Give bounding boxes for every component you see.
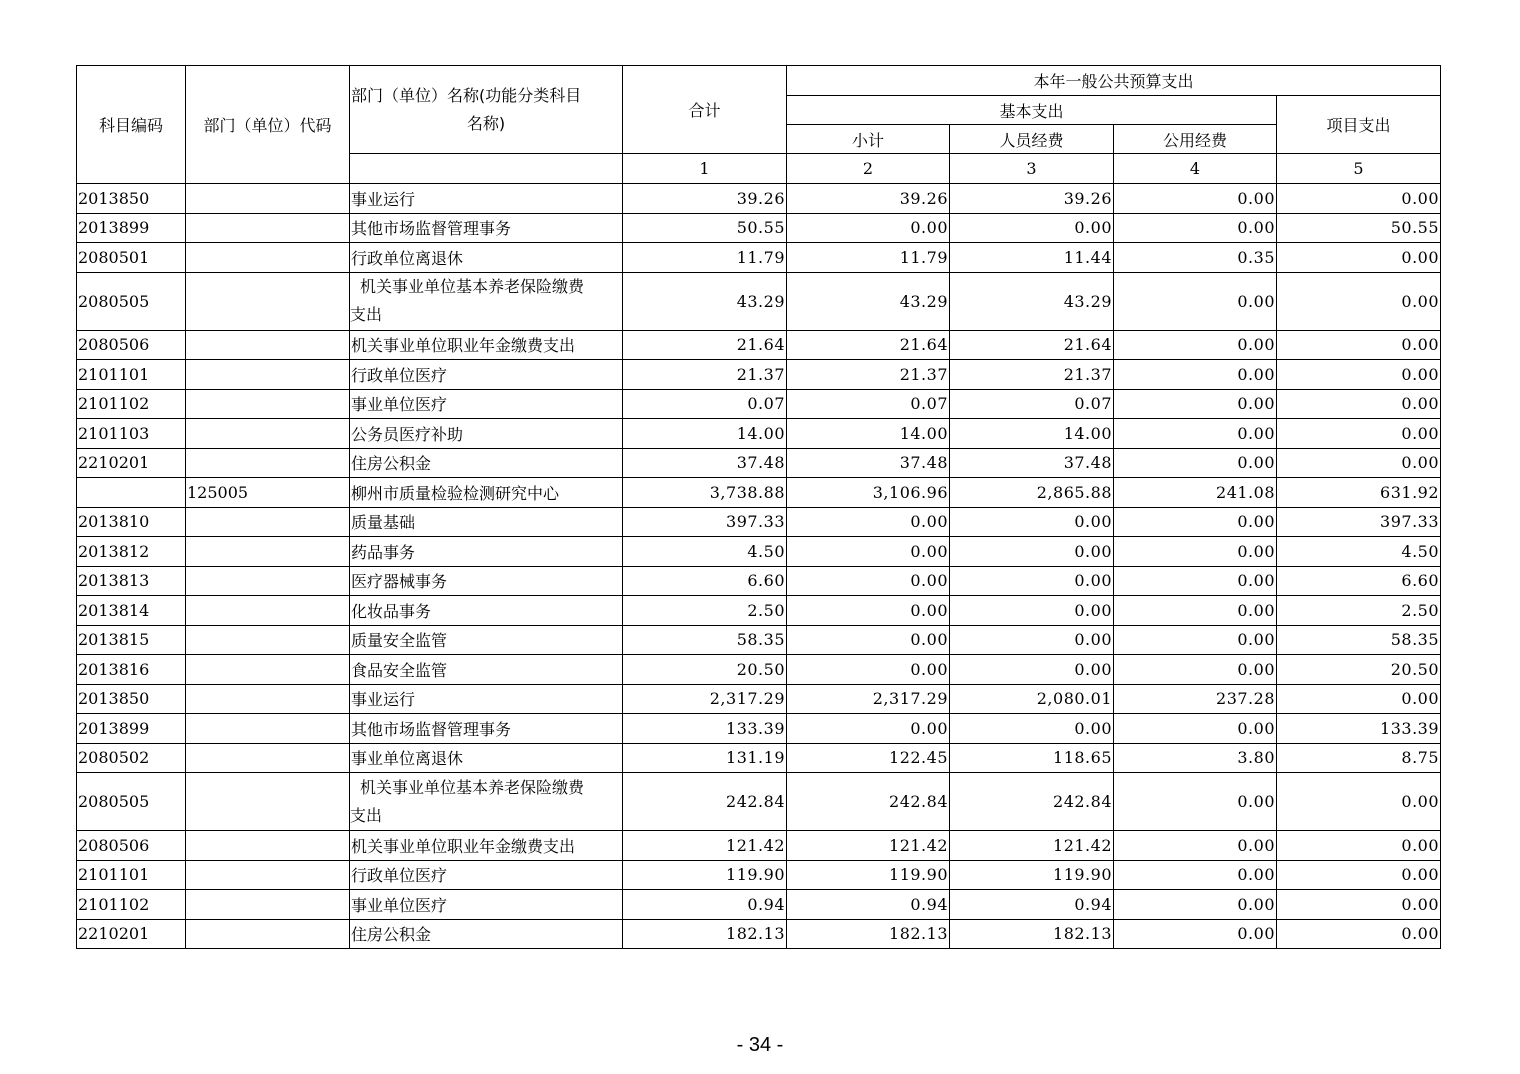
- subject-name-cell: 事业单位医疗: [350, 389, 623, 419]
- personnel-cost-cell: 0.00: [950, 537, 1114, 567]
- header-project: 项目支出: [1277, 96, 1441, 154]
- public-cost-cell: 0.00: [1114, 360, 1277, 390]
- personnel-cost-cell: 121.42: [950, 831, 1114, 861]
- header-public: 公用经费: [1114, 125, 1277, 154]
- public-cost-cell: 0.00: [1114, 566, 1277, 596]
- subject-name-cell: 行政单位医疗: [350, 860, 623, 890]
- project-expense-cell: 397.33: [1277, 507, 1441, 537]
- table-row: [77, 714, 1441, 744]
- table-row: [77, 860, 1441, 890]
- table-row: [77, 272, 1441, 330]
- project-expense-cell: 0.00: [1277, 684, 1441, 714]
- subject-name-line1: 机关事业单位基本养老保险缴费: [360, 277, 585, 296]
- basic-subtotal-cell: 0.00: [787, 507, 950, 537]
- basic-subtotal-cell: 0.00: [787, 655, 950, 685]
- subject-name-cell: 机关事业单位职业年金缴费支出: [350, 330, 623, 360]
- table-row: [77, 419, 1441, 449]
- personnel-cost-cell: 0.00: [950, 625, 1114, 655]
- table-row: [77, 389, 1441, 419]
- subject-name-cell: 其他市场监督管理事务: [350, 714, 623, 744]
- project-expense-cell: 6.60: [1277, 566, 1441, 596]
- public-cost-cell: 0.35: [1114, 243, 1277, 273]
- subject-name-cell: 事业运行: [350, 684, 623, 714]
- basic-subtotal-cell: 2,317.29: [787, 684, 950, 714]
- personnel-cost-cell: 0.00: [950, 566, 1114, 596]
- subject-name-cell: 事业单位医疗: [350, 890, 623, 920]
- project-expense-cell: 0.00: [1277, 330, 1441, 360]
- subject-code-cell: 2013850: [77, 184, 186, 214]
- header-basic: 基本支出: [787, 96, 1277, 125]
- subject-code-cell: 2013810: [77, 507, 186, 537]
- dept-code-cell: [186, 655, 350, 685]
- subject-name-cell: 质量安全监管: [350, 625, 623, 655]
- subject-code-cell: [77, 478, 186, 508]
- dept-code-cell: [186, 213, 350, 243]
- public-cost-cell: 0.00: [1114, 831, 1277, 861]
- subject-name-cell: 质量基础: [350, 507, 623, 537]
- basic-subtotal-cell: 3,106.96: [787, 478, 950, 508]
- total-amount-cell: 39.26: [623, 184, 787, 214]
- total-amount-cell: 0.07: [623, 389, 787, 419]
- personnel-cost-cell: 242.84: [950, 773, 1114, 831]
- basic-subtotal-cell: 121.42: [787, 831, 950, 861]
- public-cost-cell: 0.00: [1114, 773, 1277, 831]
- header-personnel: 人员经费: [950, 125, 1114, 154]
- personnel-cost-cell: 0.00: [950, 655, 1114, 685]
- total-amount-cell: 14.00: [623, 419, 787, 449]
- project-expense-cell: 0.00: [1277, 919, 1441, 949]
- basic-subtotal-cell: 14.00: [787, 419, 950, 449]
- dept-code-cell: [186, 272, 350, 330]
- table-row: [77, 773, 1441, 831]
- subject-name-cell: [350, 773, 623, 831]
- personnel-cost-cell: 0.00: [950, 714, 1114, 744]
- total-amount-cell: 11.79: [623, 243, 787, 273]
- basic-subtotal-cell: 0.00: [787, 596, 950, 626]
- col-num-4: 4: [1114, 154, 1277, 184]
- dept-code-cell: [186, 419, 350, 449]
- public-cost-cell: 0.00: [1114, 389, 1277, 419]
- personnel-cost-cell: 118.65: [950, 743, 1114, 773]
- header-code: 科目编码: [77, 66, 186, 184]
- basic-subtotal-cell: 0.00: [787, 714, 950, 744]
- dept-code-cell: [186, 507, 350, 537]
- total-amount-cell: 20.50: [623, 655, 787, 685]
- project-expense-cell: 0.00: [1277, 272, 1441, 330]
- subject-name-line2: 支出: [350, 305, 383, 324]
- total-amount-cell: 242.84: [623, 773, 787, 831]
- subject-code-cell: 2101103: [77, 419, 186, 449]
- basic-subtotal-cell: 242.84: [787, 773, 950, 831]
- subject-code-cell: 2013816: [77, 655, 186, 685]
- basic-subtotal-cell: 0.00: [787, 625, 950, 655]
- public-cost-cell: 0.00: [1114, 596, 1277, 626]
- subject-name-line2: 支出: [350, 805, 383, 825]
- dept-code-cell: [186, 860, 350, 890]
- subject-code-cell: 2013850: [77, 684, 186, 714]
- public-cost-cell: 0.00: [1114, 537, 1277, 567]
- subject-code-cell: 2013899: [77, 714, 186, 744]
- table-row: [77, 890, 1441, 920]
- personnel-cost-cell: 119.90: [950, 860, 1114, 890]
- total-amount-cell: 2.50: [623, 596, 787, 626]
- subject-code-cell: 2080502: [77, 743, 186, 773]
- subject-name-cell: 药品事务: [350, 537, 623, 567]
- personnel-cost-cell: 21.37: [950, 360, 1114, 390]
- table-row: [77, 360, 1441, 390]
- project-expense-cell: 631.92: [1277, 478, 1441, 508]
- basic-subtotal-cell: 122.45: [787, 743, 950, 773]
- total-amount-cell: 119.90: [623, 860, 787, 890]
- public-cost-cell: 0.00: [1114, 655, 1277, 685]
- subject-code-cell: 2013813: [77, 566, 186, 596]
- dept-code-cell: 125005: [186, 478, 350, 508]
- subject-code-cell: 2101102: [77, 389, 186, 419]
- total-amount-cell: 43.29: [623, 272, 787, 330]
- public-cost-cell: 0.00: [1114, 448, 1277, 478]
- header-name-line2: 名称): [466, 113, 506, 133]
- table-row: [77, 919, 1441, 949]
- project-expense-cell: 0.00: [1277, 419, 1441, 449]
- basic-subtotal-cell: 0.00: [787, 537, 950, 567]
- header-name: [350, 66, 623, 154]
- subject-name-cell: 住房公积金: [350, 448, 623, 478]
- project-expense-cell: 50.55: [1277, 213, 1441, 243]
- total-amount-cell: 131.19: [623, 743, 787, 773]
- public-cost-cell: 0.00: [1114, 272, 1277, 330]
- basic-subtotal-cell: 21.37: [787, 360, 950, 390]
- public-cost-cell: 0.00: [1114, 860, 1277, 890]
- public-cost-cell: 0.00: [1114, 919, 1277, 949]
- public-cost-cell: 0.00: [1114, 625, 1277, 655]
- public-cost-cell: 0.00: [1114, 890, 1277, 920]
- personnel-cost-cell: 11.44: [950, 243, 1114, 273]
- personnel-cost-cell: 0.00: [950, 213, 1114, 243]
- subject-name-cell: 公务员医疗补助: [350, 419, 623, 449]
- total-amount-cell: 21.37: [623, 360, 787, 390]
- table-row: [77, 448, 1441, 478]
- project-expense-cell: 58.35: [1277, 625, 1441, 655]
- basic-subtotal-cell: 0.94: [787, 890, 950, 920]
- table-row: [77, 596, 1441, 626]
- table-row: [77, 507, 1441, 537]
- subject-code-cell: 2101101: [77, 360, 186, 390]
- subject-name-cell: 机关事业单位职业年金缴费支出: [350, 831, 623, 861]
- subject-name-cell: 化妆品事务: [350, 596, 623, 626]
- basic-subtotal-cell: 39.26: [787, 184, 950, 214]
- col-num-5: 5: [1277, 154, 1441, 184]
- personnel-cost-cell: 2,865.88: [950, 478, 1114, 508]
- dept-code-cell: [186, 743, 350, 773]
- basic-subtotal-cell: 37.48: [787, 448, 950, 478]
- total-amount-cell: 2,317.29: [623, 684, 787, 714]
- table-row: [77, 184, 1441, 214]
- subject-name-cell: 医疗器械事务: [350, 566, 623, 596]
- subject-code-cell: 2080505: [77, 773, 186, 831]
- subject-name-cell: 行政单位医疗: [350, 360, 623, 390]
- dept-code-cell: [186, 596, 350, 626]
- dept-code-cell: [186, 389, 350, 419]
- subject-code-cell: 2080506: [77, 831, 186, 861]
- basic-subtotal-cell: 0.00: [787, 566, 950, 596]
- basic-subtotal-cell: 11.79: [787, 243, 950, 273]
- project-expense-cell: 133.39: [1277, 714, 1441, 744]
- subject-name-cell: 柳州市质量检验检测研究中心: [350, 478, 623, 508]
- total-amount-cell: 6.60: [623, 566, 787, 596]
- subject-name-cell: 其他市场监督管理事务: [350, 213, 623, 243]
- table-header: [77, 66, 1441, 184]
- public-cost-cell: 0.00: [1114, 213, 1277, 243]
- public-cost-cell: 0.00: [1114, 184, 1277, 214]
- header-group: 本年一般公共预算支出: [787, 66, 1441, 96]
- personnel-cost-cell: 43.29: [950, 272, 1114, 330]
- project-expense-cell: 0.00: [1277, 860, 1441, 890]
- project-expense-cell: 0.00: [1277, 389, 1441, 419]
- dept-code-cell: [186, 625, 350, 655]
- total-amount-cell: 4.50: [623, 537, 787, 567]
- total-amount-cell: 50.55: [623, 213, 787, 243]
- project-expense-cell: 0.00: [1277, 184, 1441, 214]
- project-expense-cell: 0.00: [1277, 773, 1441, 831]
- dept-code-cell: [186, 184, 350, 214]
- subject-code-cell: 2101102: [77, 890, 186, 920]
- basic-subtotal-cell: 43.29: [787, 272, 950, 330]
- subject-name-cell: [350, 272, 623, 330]
- col-num-2: 2: [787, 154, 950, 184]
- project-expense-cell: 0.00: [1277, 360, 1441, 390]
- subject-name-line1: 机关事业单位基本养老保险缴费: [360, 777, 585, 797]
- subject-name-cell: 事业单位离退休: [350, 743, 623, 773]
- subject-code-cell: 2210201: [77, 919, 186, 949]
- personnel-cost-cell: 0.00: [950, 596, 1114, 626]
- table-row: [77, 743, 1441, 773]
- budget-table: [76, 65, 1441, 949]
- table-body: [77, 184, 1441, 949]
- public-cost-cell: 0.00: [1114, 330, 1277, 360]
- project-expense-cell: 2.50: [1277, 596, 1441, 626]
- subject-code-cell: 2080501: [77, 243, 186, 273]
- col-num-3: 3: [950, 154, 1114, 184]
- header-subtotal: 小计: [787, 125, 950, 154]
- table-row: [77, 655, 1441, 685]
- table-row: [77, 330, 1441, 360]
- total-amount-cell: 21.64: [623, 330, 787, 360]
- personnel-cost-cell: 37.48: [950, 448, 1114, 478]
- subject-code-cell: 2210201: [77, 448, 186, 478]
- project-expense-cell: 0.00: [1277, 448, 1441, 478]
- dept-code-cell: [186, 360, 350, 390]
- subject-name-cell: 行政单位离退休: [350, 243, 623, 273]
- subject-code-cell: 2013899: [77, 213, 186, 243]
- dept-code-cell: [186, 773, 350, 831]
- project-expense-cell: 0.00: [1277, 831, 1441, 861]
- personnel-cost-cell: 21.64: [950, 330, 1114, 360]
- table-row: [77, 566, 1441, 596]
- table-row: [77, 213, 1441, 243]
- project-expense-cell: 20.50: [1277, 655, 1441, 685]
- page-number: - 34 -: [736, 1034, 784, 1056]
- personnel-cost-cell: 2,080.01: [950, 684, 1114, 714]
- basic-subtotal-cell: 119.90: [787, 860, 950, 890]
- total-amount-cell: 133.39: [623, 714, 787, 744]
- total-amount-cell: 0.94: [623, 890, 787, 920]
- col-num-1: 1: [623, 154, 787, 184]
- header-blank: [350, 154, 623, 184]
- public-cost-cell: 3.80: [1114, 743, 1277, 773]
- dept-code-cell: [186, 448, 350, 478]
- personnel-cost-cell: 0.07: [950, 389, 1114, 419]
- dept-code-cell: [186, 831, 350, 861]
- personnel-cost-cell: 182.13: [950, 919, 1114, 949]
- project-expense-cell: 0.00: [1277, 243, 1441, 273]
- table-row: [77, 478, 1441, 508]
- subject-code-cell: 2101101: [77, 860, 186, 890]
- personnel-cost-cell: 39.26: [950, 184, 1114, 214]
- public-cost-cell: 241.08: [1114, 478, 1277, 508]
- dept-code-cell: [186, 243, 350, 273]
- subject-code-cell: 2013814: [77, 596, 186, 626]
- dept-code-cell: [186, 684, 350, 714]
- basic-subtotal-cell: 182.13: [787, 919, 950, 949]
- table-row: [77, 625, 1441, 655]
- dept-code-cell: [186, 919, 350, 949]
- project-expense-cell: 8.75: [1277, 743, 1441, 773]
- basic-subtotal-cell: 0.07: [787, 389, 950, 419]
- header-total: 合计: [623, 66, 787, 154]
- basic-subtotal-cell: 21.64: [787, 330, 950, 360]
- public-cost-cell: 237.28: [1114, 684, 1277, 714]
- subject-code-cell: 2080505: [77, 272, 186, 330]
- subject-name-cell: 住房公积金: [350, 919, 623, 949]
- header-dept-code: 部门（单位）代码: [186, 66, 350, 184]
- public-cost-cell: 0.00: [1114, 419, 1277, 449]
- personnel-cost-cell: 0.94: [950, 890, 1114, 920]
- personnel-cost-cell: 14.00: [950, 419, 1114, 449]
- dept-code-cell: [186, 566, 350, 596]
- total-amount-cell: 3,738.88: [623, 478, 787, 508]
- subject-code-cell: 2080506: [77, 330, 186, 360]
- public-cost-cell: 0.00: [1114, 714, 1277, 744]
- subject-code-cell: 2013815: [77, 625, 186, 655]
- total-amount-cell: 121.42: [623, 831, 787, 861]
- total-amount-cell: 182.13: [623, 919, 787, 949]
- public-cost-cell: 0.00: [1114, 507, 1277, 537]
- dept-code-cell: [186, 537, 350, 567]
- subject-name-cell: 事业运行: [350, 184, 623, 214]
- project-expense-cell: 0.00: [1277, 890, 1441, 920]
- total-amount-cell: 58.35: [623, 625, 787, 655]
- subject-name-cell: 食品安全监管: [350, 655, 623, 685]
- total-amount-cell: 37.48: [623, 448, 787, 478]
- subject-code-cell: 2013812: [77, 537, 186, 567]
- dept-code-cell: [186, 890, 350, 920]
- table-row: [77, 243, 1441, 273]
- table-row: [77, 831, 1441, 861]
- personnel-cost-cell: 0.00: [950, 507, 1114, 537]
- dept-code-cell: [186, 714, 350, 744]
- dept-code-cell: [186, 330, 350, 360]
- basic-subtotal-cell: 0.00: [787, 213, 950, 243]
- header-name-line1: 部门（单位）名称(功能分类科目: [351, 85, 582, 105]
- project-expense-cell: 4.50: [1277, 537, 1441, 567]
- total-amount-cell: 397.33: [623, 507, 787, 537]
- table-row: [77, 537, 1441, 567]
- table-row: [77, 684, 1441, 714]
